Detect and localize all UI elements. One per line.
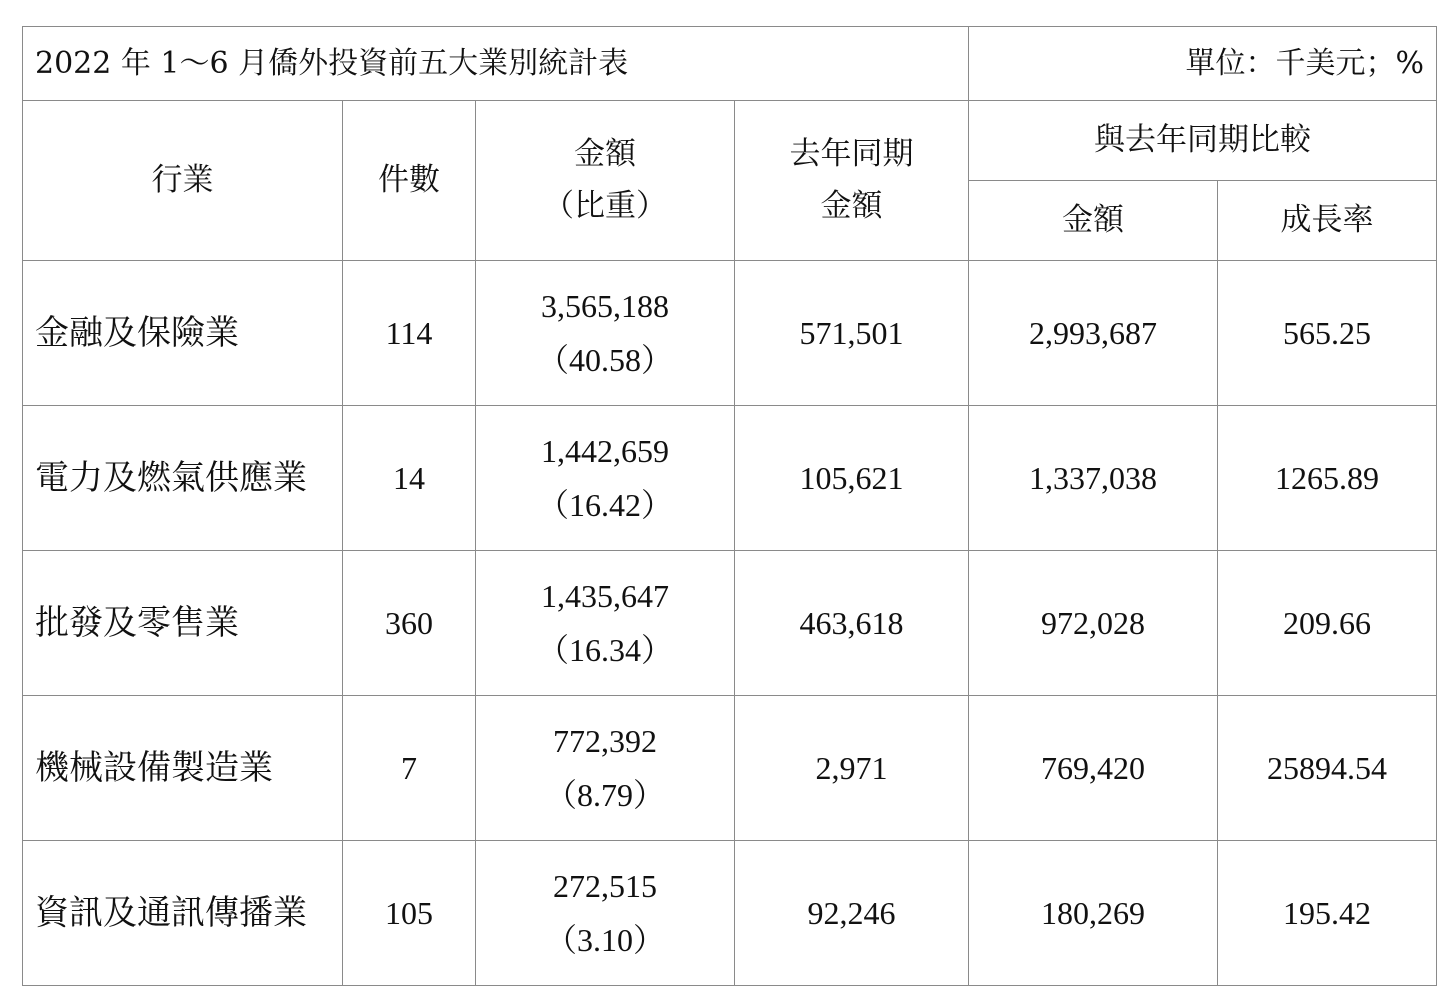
case-count: 105 [343, 841, 476, 986]
case-count: 114 [343, 261, 476, 406]
share-value: （3.10） [544, 922, 665, 958]
share-value: （8.79） [544, 777, 665, 813]
amount-value: 772,392 [553, 722, 657, 759]
header-amount-label: 金額 [574, 136, 636, 173]
unit-label: 單位：千美元；% [969, 27, 1437, 101]
last-year-amount: 2,971 [735, 696, 969, 841]
share-value: （16.34） [536, 632, 673, 668]
last-year-amount: 463,618 [735, 551, 969, 696]
amount-value: 272,515 [553, 867, 657, 904]
diff-amount: 180,269 [969, 841, 1218, 986]
amount-value: 1,442,659 [541, 432, 669, 469]
title-row [23, 27, 1437, 101]
header-count: 件數 [343, 101, 476, 261]
table-row [23, 551, 1437, 696]
header-comparison: 與去年同期比較 [969, 101, 1437, 181]
industry-name: 批發及零售業 [23, 551, 343, 696]
share-value: （16.42） [536, 487, 673, 523]
table-row [23, 261, 1437, 406]
growth-rate: 209.66 [1218, 551, 1437, 696]
header-last-year [735, 101, 969, 261]
industry-name: 金融及保險業 [23, 261, 343, 406]
table-title: 2022 年 1～6 月僑外投資前五大業別統計表 [23, 27, 969, 101]
header-industry: 行業 [23, 101, 343, 261]
diff-amount: 1,337,038 [969, 406, 1218, 551]
industry-name: 資訊及通訊傳播業 [23, 841, 343, 986]
amount-value: 1,435,647 [541, 577, 669, 614]
amount-cell [476, 841, 735, 986]
table-row [23, 841, 1437, 986]
industry-name: 電力及燃氣供應業 [23, 406, 343, 551]
last-year-amount: 92,246 [735, 841, 969, 986]
amount-value: 3,565,188 [541, 287, 669, 324]
last-year-amount: 105,621 [735, 406, 969, 551]
growth-rate: 195.42 [1218, 841, 1437, 986]
amount-cell [476, 551, 735, 696]
diff-amount: 2,993,687 [969, 261, 1218, 406]
investment-statistics-table [22, 26, 1437, 986]
share-value: （40.58） [536, 342, 673, 378]
amount-cell [476, 261, 735, 406]
header-last-year-label: 去年同期 [789, 136, 914, 173]
diff-amount: 769,420 [969, 696, 1218, 841]
growth-rate: 1265.89 [1218, 406, 1437, 551]
header-growth-rate: 成長率 [1218, 181, 1437, 261]
growth-rate: 565.25 [1218, 261, 1437, 406]
header-last-year-amount-label: 金額 [820, 187, 883, 224]
diff-amount: 972,028 [969, 551, 1218, 696]
amount-cell [476, 406, 735, 551]
table-row [23, 696, 1437, 841]
case-count: 360 [343, 551, 476, 696]
case-count: 7 [343, 696, 476, 841]
header-amount [476, 101, 735, 261]
header-comparison-amount: 金額 [969, 181, 1218, 261]
header-row-1 [23, 101, 1437, 181]
industry-name: 機械設備製造業 [23, 696, 343, 841]
header-share-label: （比重） [543, 187, 667, 224]
growth-rate: 25894.54 [1218, 696, 1437, 841]
table-row [23, 406, 1437, 551]
case-count: 14 [343, 406, 476, 551]
amount-cell [476, 696, 735, 841]
last-year-amount: 571,501 [735, 261, 969, 406]
